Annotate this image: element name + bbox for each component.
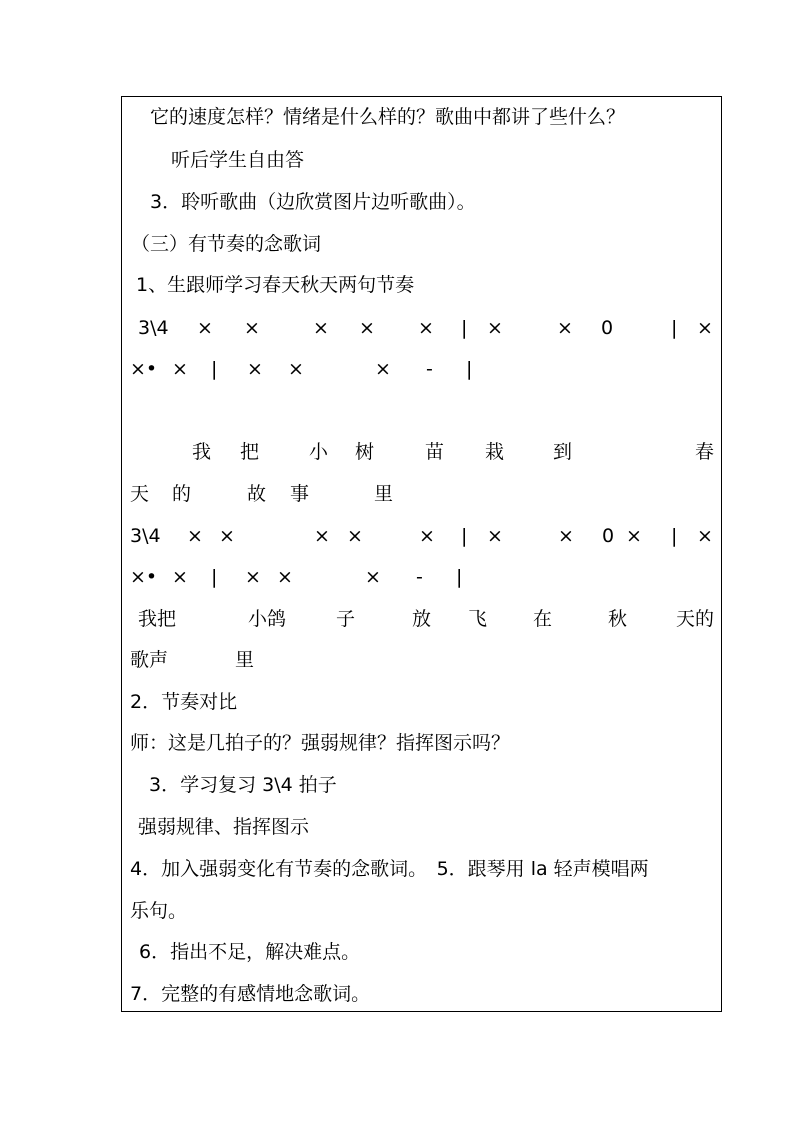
beat-mark: × [244,317,260,339]
beat-mark: × [487,525,503,547]
dotted-beat-mark: ×• [130,358,158,380]
beat-mark: × [314,525,330,547]
beat-mark: × [365,566,381,588]
lyric-syllable: 我把 [138,608,177,630]
text-line: 3．聆听歌曲（边欣赏图片边听歌曲）。 [150,191,476,213]
beat-mark: × [247,358,263,380]
dotted-beat-mark: ×• [130,566,158,588]
text-line: 1、生跟师学习春天秋天两句节奏 [136,274,415,296]
barline: | [461,317,468,339]
lyric-syllable: 树 [355,441,375,463]
barline: | [671,525,678,547]
beat-mark: × [375,358,391,380]
beat-mark: × [418,317,434,339]
beat-mark: × [359,317,375,339]
lyric-syllable: 秋 [608,608,628,630]
time-signature: 3\4 [130,525,161,547]
lyric-syllable: 放 [412,608,432,630]
beat-mark: × [172,358,188,380]
beat-mark: × [419,525,435,547]
barline: | [466,358,473,380]
rest-mark: 0 [602,525,615,547]
beat-mark: × [697,525,713,547]
section-heading: （三）有节奏的念歌词 [131,233,322,255]
lyric-syllable: 的 [172,483,192,505]
lyric-syllable: 天 [130,483,150,505]
beat-mark: × [187,525,203,547]
time-signature: 3\4 [138,317,169,339]
beat-mark: × [626,525,642,547]
text-line: 6．指出不足，解决难点。 [139,941,361,963]
barline: | [456,566,463,588]
lyric-syllable: 歌声 [130,649,169,671]
text-line: 乐句。 [130,900,188,922]
lyric-syllable: 在 [533,608,553,630]
beat-mark: × [313,317,329,339]
beat-mark: × [197,317,213,339]
text-line: 2．节奏对比 [130,691,238,713]
beat-mark: × [172,566,188,588]
barline: | [211,358,218,380]
beat-mark: × [697,317,713,339]
text-line: 师：这是几拍子的？强弱规律？指挥图示吗？ [130,732,511,754]
lyric-syllable: 春 [695,441,715,463]
text-line: 听后学生自由答 [171,149,305,171]
beat-mark: × [288,358,304,380]
lyric-syllable: 到 [553,441,573,463]
beat-mark: × [557,317,573,339]
rest-mark: 0 [601,317,614,339]
lyric-syllable: 栽 [485,441,505,463]
barline: | [461,525,468,547]
text-line: 它的速度怎样？情绪是什么样的？歌曲中都讲了些什么？ [150,106,626,128]
beat-mark: × [219,525,235,547]
barline: | [671,317,678,339]
text-line: 7．完整的有感情地念歌词。 [130,983,371,1005]
lyric-syllable: 里 [235,649,255,671]
lyric-syllable: 里 [374,483,394,505]
lyric-syllable: 小 [309,441,329,463]
lyric-syllable: 故 [247,483,267,505]
barline: | [211,566,218,588]
tie-dash: - [416,566,423,588]
lyric-syllable: 小鸽 [248,608,287,630]
lyric-syllable: 子 [336,608,356,630]
beat-mark: × [347,525,363,547]
beat-mark: × [277,566,293,588]
beat-mark: × [558,525,574,547]
lyric-syllable: 飞 [468,608,488,630]
lyric-syllable: 我 [192,441,212,463]
text-line: 强弱规律、指挥图示 [138,816,310,838]
lyric-syllable: 把 [240,441,260,463]
beat-mark: × [487,317,503,339]
lyric-syllable: 苗 [425,441,445,463]
text-line: 3．学习复习 3\4 拍子 [149,774,337,796]
beat-mark: × [245,566,261,588]
tie-dash: - [426,358,433,380]
lyric-syllable: 事 [290,483,310,505]
lyric-syllable: 天的 [676,608,715,630]
text-line: 4．加入强弱变化有节奏的念歌词。 5．跟琴用 la 轻声模唱两 [130,858,649,880]
